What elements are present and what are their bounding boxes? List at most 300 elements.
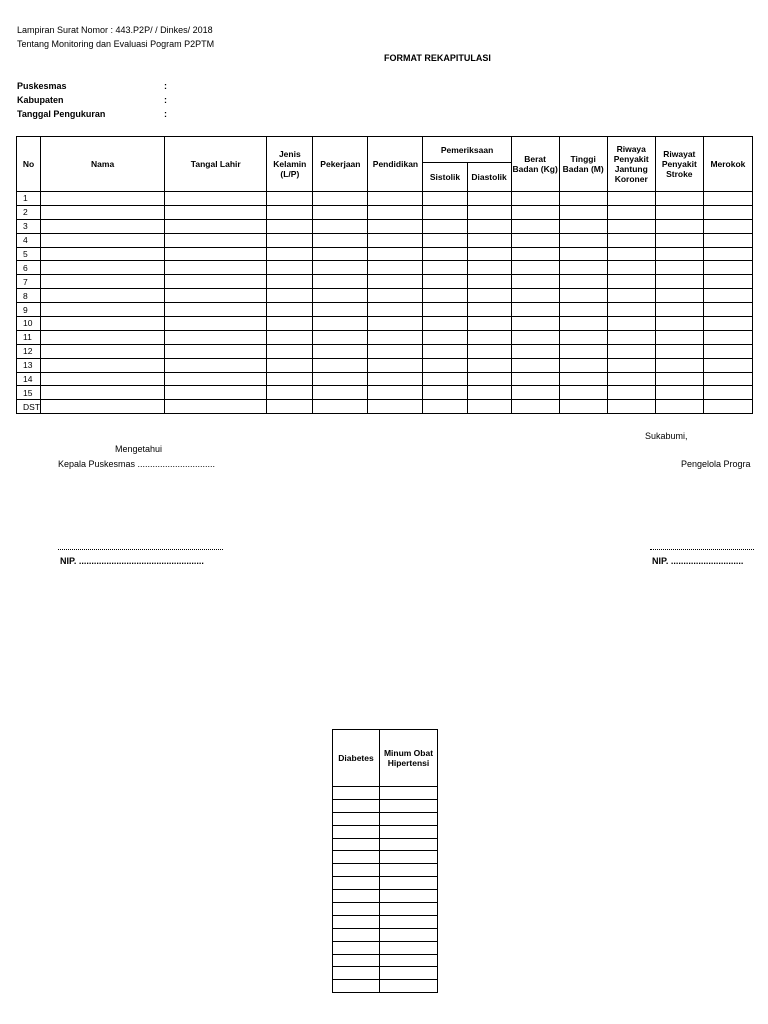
table-cell bbox=[511, 330, 559, 344]
pengelola-program-label: Pengelola Progra bbox=[681, 459, 751, 469]
table-cell bbox=[511, 386, 559, 400]
table-cell bbox=[607, 192, 655, 206]
table-cell bbox=[559, 219, 607, 233]
table-row bbox=[17, 330, 753, 344]
table-cell bbox=[380, 967, 438, 980]
table-cell bbox=[559, 192, 607, 206]
table-cell bbox=[607, 344, 655, 358]
table-cell bbox=[333, 915, 380, 928]
table-cell bbox=[41, 330, 165, 344]
row-number: 5 bbox=[17, 247, 41, 261]
table-cell bbox=[559, 344, 607, 358]
table-cell bbox=[559, 386, 607, 400]
table-cell bbox=[267, 275, 313, 289]
table-cell bbox=[313, 247, 368, 261]
table-cell bbox=[467, 400, 511, 414]
table-cell bbox=[423, 247, 467, 261]
table-row bbox=[17, 219, 753, 233]
table-cell bbox=[380, 903, 438, 916]
header-tanggal-lahir: Tangal Lahir bbox=[165, 137, 267, 192]
table-cell bbox=[313, 261, 368, 275]
table-cell bbox=[703, 205, 752, 219]
row-number: 9 bbox=[17, 303, 41, 317]
table-row bbox=[17, 400, 753, 414]
row-number: 8 bbox=[17, 289, 41, 303]
table-cell bbox=[559, 330, 607, 344]
table-row bbox=[333, 812, 438, 825]
table-cell bbox=[703, 192, 752, 206]
table-row bbox=[333, 903, 438, 916]
info-label-tanggal-pengukuran: Tanggal Pengukuran bbox=[17, 109, 106, 119]
table-cell bbox=[380, 838, 438, 851]
table-cell bbox=[703, 330, 752, 344]
info-label-puskesmas: Puskesmas bbox=[17, 81, 67, 91]
table-cell bbox=[423, 192, 467, 206]
table-cell bbox=[467, 233, 511, 247]
table-cell bbox=[368, 317, 423, 331]
signature-line-left bbox=[58, 549, 223, 550]
table-cell bbox=[165, 372, 267, 386]
table-cell bbox=[313, 344, 368, 358]
table-cell bbox=[380, 812, 438, 825]
table-cell bbox=[423, 330, 467, 344]
table-cell bbox=[703, 275, 752, 289]
table-cell bbox=[511, 344, 559, 358]
table-row bbox=[17, 372, 753, 386]
signature-line-right bbox=[650, 549, 754, 550]
header-line-2: Tentang Monitoring dan Evaluasi Pogram P2PTM bbox=[17, 39, 215, 49]
table-cell bbox=[607, 205, 655, 219]
table-cell bbox=[333, 812, 380, 825]
table-cell bbox=[313, 330, 368, 344]
table-cell bbox=[333, 980, 380, 993]
row-number: 13 bbox=[17, 358, 41, 372]
table-cell bbox=[511, 219, 559, 233]
table-row bbox=[333, 954, 438, 967]
table-cell bbox=[423, 289, 467, 303]
table-cell bbox=[423, 386, 467, 400]
table-cell bbox=[511, 233, 559, 247]
table-cell bbox=[267, 205, 313, 219]
table-cell bbox=[655, 261, 703, 275]
rekapitulasi-table bbox=[16, 136, 753, 414]
table-cell bbox=[267, 247, 313, 261]
table-cell bbox=[41, 219, 165, 233]
table-cell bbox=[313, 275, 368, 289]
table-cell bbox=[655, 400, 703, 414]
table-cell bbox=[267, 303, 313, 317]
header-riwayat-stroke: Riwayat Penyakit Stroke bbox=[655, 137, 703, 192]
header-pekerjaan: Pekerjaan bbox=[313, 137, 368, 192]
table-cell bbox=[559, 400, 607, 414]
table-cell bbox=[467, 289, 511, 303]
table-cell bbox=[333, 787, 380, 800]
table-cell bbox=[511, 358, 559, 372]
table-cell bbox=[368, 289, 423, 303]
table-cell bbox=[655, 219, 703, 233]
table-cell bbox=[703, 344, 752, 358]
table-cell bbox=[165, 247, 267, 261]
table-cell bbox=[165, 233, 267, 247]
header-minum-obat-hipertensi: Minum Obat Hipertensi bbox=[380, 730, 438, 787]
info-colon: : bbox=[164, 109, 167, 119]
table-row bbox=[17, 358, 753, 372]
table-cell bbox=[607, 261, 655, 275]
table-cell bbox=[607, 275, 655, 289]
table-cell bbox=[655, 344, 703, 358]
table-cell bbox=[511, 289, 559, 303]
table-cell bbox=[607, 330, 655, 344]
info-colon: : bbox=[164, 95, 167, 105]
table-cell bbox=[313, 400, 368, 414]
table-cell bbox=[267, 358, 313, 372]
table-cell bbox=[423, 358, 467, 372]
table-cell bbox=[423, 205, 467, 219]
table-cell bbox=[333, 838, 380, 851]
table-row bbox=[17, 247, 753, 261]
table-cell bbox=[313, 205, 368, 219]
table-cell bbox=[41, 400, 165, 414]
table-row bbox=[17, 386, 753, 400]
table-cell bbox=[467, 344, 511, 358]
table-cell bbox=[333, 928, 380, 941]
table-cell bbox=[267, 400, 313, 414]
table-cell bbox=[368, 372, 423, 386]
table-cell bbox=[313, 233, 368, 247]
table-cell bbox=[703, 261, 752, 275]
table-cell bbox=[511, 317, 559, 331]
table-cell bbox=[655, 275, 703, 289]
table-row bbox=[17, 317, 753, 331]
table-cell bbox=[267, 192, 313, 206]
table-cell bbox=[165, 400, 267, 414]
table-row bbox=[333, 864, 438, 877]
table-cell bbox=[655, 289, 703, 303]
table-cell bbox=[559, 289, 607, 303]
table-cell bbox=[165, 192, 267, 206]
table-cell bbox=[313, 303, 368, 317]
table-cell bbox=[703, 233, 752, 247]
table-cell bbox=[267, 289, 313, 303]
table-row bbox=[333, 967, 438, 980]
header-merokok: Merokok bbox=[703, 137, 752, 192]
row-number: 2 bbox=[17, 205, 41, 219]
table-cell bbox=[267, 317, 313, 331]
table-cell bbox=[380, 954, 438, 967]
table-cell bbox=[368, 233, 423, 247]
table-cell bbox=[267, 330, 313, 344]
table-cell bbox=[511, 261, 559, 275]
table-row bbox=[333, 838, 438, 851]
table-cell bbox=[41, 372, 165, 386]
table-cell bbox=[607, 233, 655, 247]
table-cell bbox=[467, 261, 511, 275]
table-cell bbox=[511, 275, 559, 289]
table-cell bbox=[423, 275, 467, 289]
table-cell bbox=[423, 400, 467, 414]
table-row bbox=[17, 275, 753, 289]
table-cell bbox=[267, 261, 313, 275]
table-cell bbox=[267, 219, 313, 233]
table-cell bbox=[41, 275, 165, 289]
table-cell bbox=[380, 928, 438, 941]
table-row bbox=[333, 851, 438, 864]
row-number: 14 bbox=[17, 372, 41, 386]
row-number: 1 bbox=[17, 192, 41, 206]
table-cell bbox=[380, 890, 438, 903]
header-jenis-kelamin: Jenis Kelamin (L/P) bbox=[267, 137, 313, 192]
table-cell bbox=[380, 825, 438, 838]
table-cell bbox=[655, 192, 703, 206]
table-cell bbox=[165, 344, 267, 358]
header-line-1: Lampiran Surat Nomor : 443.P2P/ / Dinkes/ 2018 bbox=[17, 25, 213, 35]
header-no: No bbox=[17, 137, 41, 192]
table-cell bbox=[41, 289, 165, 303]
table-row bbox=[17, 261, 753, 275]
table-cell bbox=[559, 372, 607, 386]
table-cell bbox=[333, 851, 380, 864]
table-cell bbox=[703, 386, 752, 400]
table-cell bbox=[380, 877, 438, 890]
table-cell bbox=[380, 787, 438, 800]
table-cell bbox=[41, 261, 165, 275]
table-cell bbox=[165, 358, 267, 372]
table-cell bbox=[467, 192, 511, 206]
row-number: 4 bbox=[17, 233, 41, 247]
table-cell bbox=[511, 192, 559, 206]
table-cell bbox=[703, 289, 752, 303]
table-cell bbox=[41, 247, 165, 261]
table-cell bbox=[467, 247, 511, 261]
table-row bbox=[333, 799, 438, 812]
info-label-kabupaten: Kabupaten bbox=[17, 95, 64, 105]
table-cell bbox=[703, 317, 752, 331]
table-cell bbox=[313, 372, 368, 386]
header-tinggi-badan: Tinggi Badan (M) bbox=[559, 137, 607, 192]
table-cell bbox=[559, 275, 607, 289]
table-cell bbox=[368, 247, 423, 261]
table-row bbox=[333, 928, 438, 941]
table-cell bbox=[655, 247, 703, 261]
table-cell bbox=[165, 303, 267, 317]
table-cell bbox=[423, 317, 467, 331]
table-cell bbox=[41, 358, 165, 372]
table-cell bbox=[267, 233, 313, 247]
table-cell bbox=[165, 219, 267, 233]
table-cell bbox=[655, 330, 703, 344]
table-cell bbox=[368, 261, 423, 275]
table-cell bbox=[559, 205, 607, 219]
table-cell bbox=[511, 205, 559, 219]
table-row bbox=[333, 787, 438, 800]
table-cell bbox=[467, 303, 511, 317]
table-cell bbox=[380, 980, 438, 993]
table-cell bbox=[559, 303, 607, 317]
row-number: 12 bbox=[17, 344, 41, 358]
row-number: 10 bbox=[17, 317, 41, 331]
table-cell bbox=[655, 303, 703, 317]
table-cell bbox=[607, 247, 655, 261]
table-cell bbox=[511, 247, 559, 261]
table-cell bbox=[607, 289, 655, 303]
table-cell bbox=[559, 358, 607, 372]
table-cell bbox=[423, 372, 467, 386]
table-cell bbox=[607, 317, 655, 331]
table-cell bbox=[165, 330, 267, 344]
table-cell bbox=[313, 358, 368, 372]
table-cell bbox=[313, 192, 368, 206]
row-number: 11 bbox=[17, 330, 41, 344]
table-cell bbox=[165, 205, 267, 219]
table-cell bbox=[165, 386, 267, 400]
header-riwayat-jantung: Riwaya Penyakit Jantung Koroner bbox=[607, 137, 655, 192]
table-cell bbox=[313, 386, 368, 400]
header-pendidikan: Pendidikan bbox=[368, 137, 423, 192]
table-cell bbox=[368, 344, 423, 358]
table-cell bbox=[655, 358, 703, 372]
table-row bbox=[17, 303, 753, 317]
table-cell bbox=[607, 219, 655, 233]
table-row bbox=[333, 825, 438, 838]
table-cell bbox=[467, 205, 511, 219]
table-cell bbox=[423, 261, 467, 275]
table-cell bbox=[511, 400, 559, 414]
header-sistolik: Sistolik bbox=[423, 163, 467, 192]
table-cell bbox=[423, 219, 467, 233]
table-cell bbox=[368, 219, 423, 233]
table-cell bbox=[467, 330, 511, 344]
table-cell bbox=[333, 877, 380, 890]
table-cell bbox=[333, 903, 380, 916]
header-pemeriksaan: Pemeriksaan bbox=[423, 137, 511, 163]
table-cell bbox=[333, 890, 380, 903]
place-date: Sukabumi, bbox=[645, 431, 688, 441]
table-cell bbox=[607, 400, 655, 414]
table-cell bbox=[41, 192, 165, 206]
table-cell bbox=[368, 330, 423, 344]
table-cell bbox=[380, 851, 438, 864]
kepala-puskesmas-label: Kepala Puskesmas ............................... bbox=[58, 459, 216, 469]
table-row bbox=[17, 233, 753, 247]
info-colon: : bbox=[164, 81, 167, 91]
table-cell bbox=[607, 303, 655, 317]
row-number: 3 bbox=[17, 219, 41, 233]
table-cell bbox=[333, 967, 380, 980]
table-cell bbox=[559, 233, 607, 247]
table-cell bbox=[559, 247, 607, 261]
table-cell bbox=[165, 261, 267, 275]
table-cell bbox=[607, 386, 655, 400]
table-cell bbox=[703, 247, 752, 261]
table-row bbox=[17, 344, 753, 358]
extra-table-body bbox=[333, 787, 438, 993]
table-cell bbox=[41, 317, 165, 331]
header-nama: Nama bbox=[41, 137, 165, 192]
table-cell bbox=[41, 386, 165, 400]
table-cell bbox=[333, 825, 380, 838]
header-berat-badan: Berat Badan (Kg) bbox=[511, 137, 559, 192]
table-cell bbox=[607, 372, 655, 386]
table-row bbox=[17, 205, 753, 219]
table-cell bbox=[313, 317, 368, 331]
table-cell bbox=[703, 303, 752, 317]
nip-left: NIP. .................................................. bbox=[60, 556, 204, 566]
table-cell bbox=[380, 915, 438, 928]
row-number: DST bbox=[17, 400, 41, 414]
table-cell bbox=[368, 275, 423, 289]
table-cell bbox=[467, 386, 511, 400]
table-cell bbox=[703, 372, 752, 386]
table-cell bbox=[423, 233, 467, 247]
table-cell bbox=[368, 400, 423, 414]
table-cell bbox=[467, 275, 511, 289]
table-cell bbox=[655, 233, 703, 247]
table-body bbox=[17, 192, 753, 414]
table-cell bbox=[333, 864, 380, 877]
table-row bbox=[333, 915, 438, 928]
mengetahui-label: Mengetahui bbox=[115, 444, 163, 454]
table-cell bbox=[380, 941, 438, 954]
table-cell bbox=[165, 317, 267, 331]
table-cell bbox=[267, 386, 313, 400]
table-cell bbox=[41, 344, 165, 358]
table-row bbox=[333, 890, 438, 903]
table-cell bbox=[333, 799, 380, 812]
table-row bbox=[17, 192, 753, 206]
table-cell bbox=[655, 317, 703, 331]
table-cell bbox=[267, 344, 313, 358]
table-cell bbox=[313, 219, 368, 233]
table-cell bbox=[607, 358, 655, 372]
table-row bbox=[17, 289, 753, 303]
table-cell bbox=[267, 372, 313, 386]
table-cell bbox=[333, 941, 380, 954]
table-cell bbox=[423, 303, 467, 317]
table-cell bbox=[511, 303, 559, 317]
table-cell bbox=[368, 303, 423, 317]
table-cell bbox=[467, 219, 511, 233]
table-cell bbox=[467, 372, 511, 386]
table-cell bbox=[41, 205, 165, 219]
table-cell bbox=[703, 400, 752, 414]
table-cell bbox=[559, 317, 607, 331]
table-cell bbox=[165, 275, 267, 289]
table-cell bbox=[41, 233, 165, 247]
table-cell bbox=[703, 219, 752, 233]
table-cell bbox=[368, 386, 423, 400]
nip-right: NIP. ............................. bbox=[652, 556, 744, 566]
table-cell bbox=[467, 317, 511, 331]
table-row bbox=[333, 877, 438, 890]
table-cell bbox=[655, 372, 703, 386]
table-row bbox=[333, 941, 438, 954]
table-cell bbox=[423, 344, 467, 358]
table-cell bbox=[165, 289, 267, 303]
table-cell bbox=[559, 261, 607, 275]
table-cell bbox=[333, 954, 380, 967]
table-cell bbox=[655, 386, 703, 400]
diabetes-hipertensi-table bbox=[332, 729, 438, 993]
header-diastolik: Diastolik bbox=[467, 163, 511, 192]
table-cell bbox=[368, 192, 423, 206]
row-number: 15 bbox=[17, 386, 41, 400]
row-number: 7 bbox=[17, 275, 41, 289]
table-cell bbox=[703, 358, 752, 372]
row-number: 6 bbox=[17, 261, 41, 275]
table-cell bbox=[655, 205, 703, 219]
table-cell bbox=[467, 358, 511, 372]
table-cell bbox=[511, 372, 559, 386]
